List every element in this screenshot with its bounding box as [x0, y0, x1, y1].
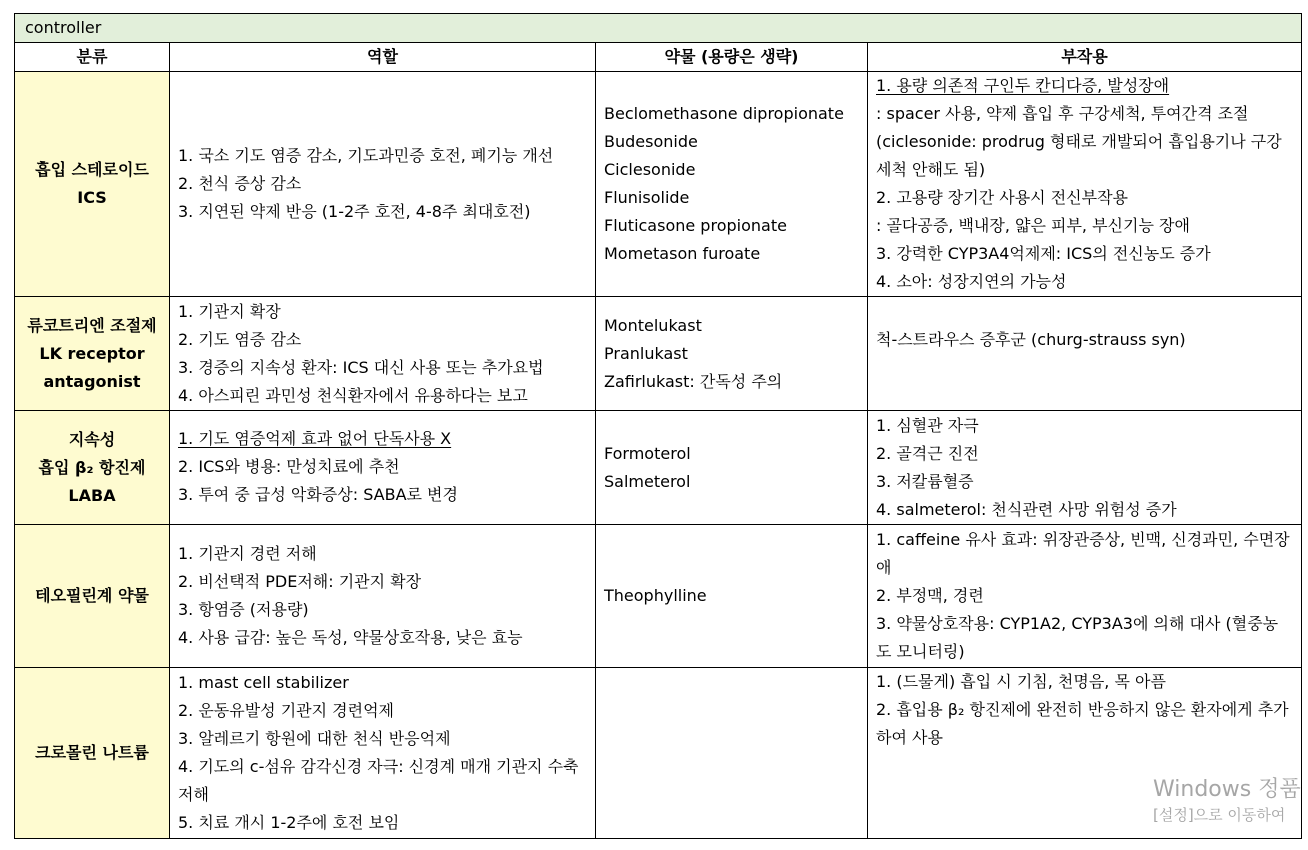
role-line: 3. 투여 중 급성 악화증상: SABA로 변경 — [178, 485, 458, 504]
role-line: 4. 사용 급감: 높은 독성, 약물상호작용, 낮은 효능 — [178, 628, 523, 647]
category-cell — [15, 668, 170, 839]
drug-cell — [596, 297, 868, 411]
side-effect-line: 2. 고용량 장기간 사용시 전신부작용 — [876, 188, 1128, 207]
side-effect-line: 2. 부정맥, 경련 — [876, 586, 984, 605]
role-line: 3. 경증의 지속성 환자: ICS 대신 사용 또는 추가요법 — [178, 357, 544, 377]
drug-line: Budesonide — [604, 132, 698, 151]
category-line: 흡입 스테로이드 — [35, 160, 149, 179]
table-title: controller — [15, 14, 1302, 43]
side-effect-cell — [868, 297, 1302, 411]
category-line: 테오필린계 약물 — [35, 586, 149, 605]
table-row — [15, 668, 1302, 839]
category-line: ICS — [77, 188, 107, 207]
category-line: LK receptor — [39, 343, 145, 363]
role-line: 1. 기관지 확장 — [178, 301, 281, 321]
role-line: 1. mast cell stabilizer — [178, 673, 349, 692]
side-effect-line: 4. salmeterol: 천식관련 사망 위험성 증가 — [876, 499, 1177, 519]
role-line: 2. 운동유발성 기관지 경련억제 — [178, 701, 394, 720]
category-line: 지속성 — [68, 429, 116, 449]
header-category: 분류 — [15, 43, 170, 72]
role-line: 2. 비선택적 PDE저해: 기관지 확장 — [178, 572, 422, 591]
side-effect-line: 3. 약물상호작용: CYP1A2, CYP3A3에 의해 대사 (혈중농도 모니터링) — [876, 614, 1279, 661]
controller-table — [14, 13, 1302, 839]
role-line: 4. 아스피린 과민성 천식환자에서 유용하다는 보고 — [178, 385, 528, 405]
role-line: 3. 항염증 (저용량) — [178, 600, 309, 619]
table-row — [15, 525, 1302, 668]
category-line: LABA — [68, 485, 116, 505]
side-effect-line: 척-스트라우스 증후군 (churg-strauss syn) — [876, 330, 1186, 349]
activation-watermark-title: Windows 정품 — [1153, 777, 1301, 802]
drug-line: Montelukast — [604, 315, 702, 335]
side-effect-line: 3. 저칼륨혈증 — [876, 471, 974, 491]
table-row — [15, 72, 1302, 297]
activation-watermark-subtitle: [설정]으로 이동하여 — [1153, 806, 1286, 824]
drug-line: Beclomethasone dipropionate — [604, 104, 844, 123]
role-line: 2. 천식 증상 감소 — [178, 174, 302, 193]
category-line: antagonist — [43, 371, 141, 391]
role-line: 2. ICS와 병용: 만성치료에 추천 — [178, 457, 400, 476]
side-effect-line: 4. 소아: 성장지연의 가능성 — [876, 272, 1067, 291]
drug-line: Salmeterol — [604, 471, 691, 491]
drug-line: Pranlukast — [604, 343, 688, 363]
side-effect-line: 2. 흡입용 β₂ 항진제에 완전히 반응하지 않은 환자에게 추가하여 사용 — [876, 700, 1289, 747]
side-effect-line: (ciclesonide: prodrug 형태로 개발되어 흡입용기나 구강 세척 안해도 됨) — [876, 132, 1282, 179]
role-line: 3. 알레르기 항원에 대한 천식 반응억제 — [178, 729, 451, 748]
side-effect-line: 1. caffeine 유사 효과: 위장관증상, 빈맥, 신경과민, 수면장애 — [876, 530, 1290, 577]
side-effect-line: 3. 강력한 CYP3A4억제제: ICS의 전신농도 증가 — [876, 244, 1211, 263]
category-cell — [15, 525, 170, 668]
side-effect-cell — [868, 411, 1302, 525]
drug-cell — [596, 72, 868, 297]
drug-line: Zafirlukast: 간독성 주의 — [604, 371, 783, 391]
side-effect-line: 1. 용량 의존적 구인두 칸디다증, 발성장애 — [876, 76, 1170, 95]
header-drugs: 약물 (용량은 생략) — [596, 43, 868, 72]
header-role: 역할 — [170, 43, 596, 72]
category-cell — [15, 297, 170, 411]
drug-cell — [596, 411, 868, 525]
category-line: 흡입 β₂ 항진제 — [38, 457, 146, 477]
role-cell — [170, 668, 596, 839]
drug-cell — [596, 525, 868, 668]
category-line: 크로몰린 나트륨 — [35, 743, 149, 762]
role-cell — [170, 411, 596, 525]
category-line: 류코트리엔 조절제 — [27, 315, 157, 335]
side-effect-cell — [868, 72, 1302, 297]
drug-line: Ciclesonide — [604, 160, 696, 179]
role-line: 1. 기도 염증억제 효과 없어 단독사용 X — [178, 429, 452, 448]
drug-line: Fluticasone propionate — [604, 216, 787, 235]
role-line: 3. 지연된 약제 반응 (1-2주 호전, 4-8주 최대호전) — [178, 202, 531, 221]
role-line: 4. 기도의 c-섬유 감각신경 자극: 신경계 매개 기관지 수축 저해 — [178, 757, 579, 804]
side-effect-line: 1. (드물게) 흡입 시 기침, 천명음, 목 아픔 — [876, 672, 1166, 691]
side-effect-cell — [868, 525, 1302, 668]
table-row — [15, 411, 1302, 525]
role-cell — [170, 297, 596, 411]
drug-cell — [596, 668, 868, 839]
category-cell — [15, 72, 170, 297]
drug-line: Theophylline — [604, 586, 707, 605]
role-cell — [170, 72, 596, 297]
drug-line: Formoterol — [604, 443, 691, 463]
side-effect-line: : spacer 사용, 약제 흡입 후 구강세척, 투여간격 조절 — [876, 104, 1249, 123]
side-effect-line: 2. 골격근 진전 — [876, 443, 979, 463]
role-cell — [170, 525, 596, 668]
table-row — [15, 297, 1302, 411]
header-side-effects: 부작용 — [868, 43, 1302, 72]
side-effect-line: 1. 심혈관 자극 — [876, 415, 979, 435]
category-cell — [15, 411, 170, 525]
side-effect-line: : 골다공증, 백내장, 얇은 피부, 부신기능 장애 — [876, 216, 1190, 235]
role-line: 2. 기도 염증 감소 — [178, 329, 302, 349]
role-line: 1. 국소 기도 염증 감소, 기도과민증 호전, 폐기능 개선 — [178, 146, 554, 165]
drug-line: Mometason furoate — [604, 244, 761, 263]
role-line: 5. 치료 개시 1-2주에 호전 보임 — [178, 813, 400, 832]
role-line: 1. 기관지 경련 저해 — [178, 544, 317, 563]
drug-line: Flunisolide — [604, 188, 690, 207]
